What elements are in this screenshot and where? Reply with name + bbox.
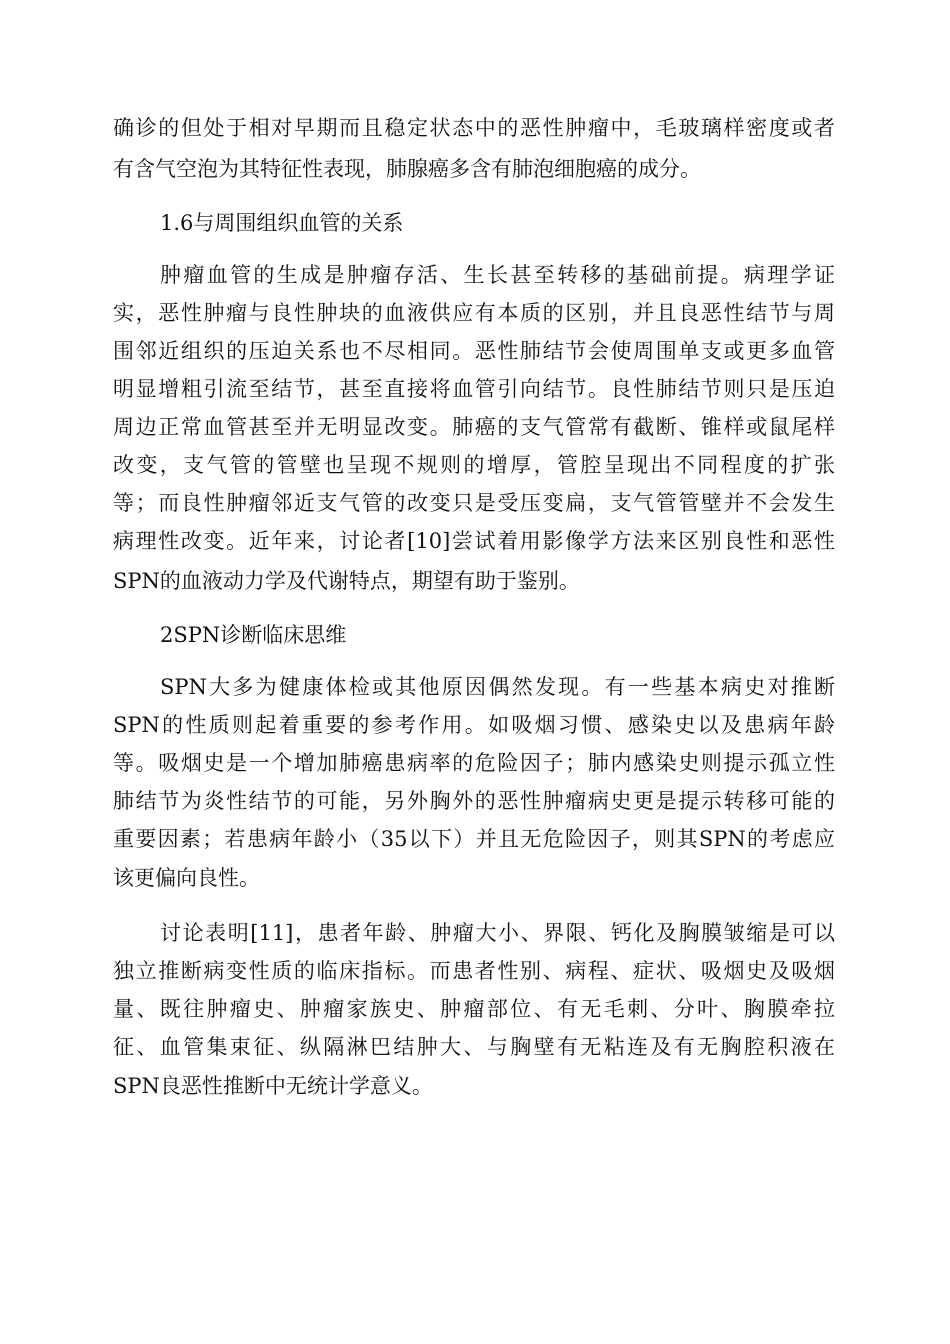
paragraph-line: SPN的血液动力学及代谢特点，期望有助于鉴别。	[113, 569, 580, 593]
paragraph-line: 实，恶性肿瘤与良性肿块的血液供应有本质的区别，并且良恶性结节与周	[113, 301, 835, 325]
paragraph-line: SPN的性质则起着重要的参考作用。如吸烟习惯、感染史以及患病年龄	[113, 713, 835, 737]
paragraph-line: 病理性改变。近年来，讨论者[10]尝试着用影像学方法来区别良性和恶性	[113, 529, 835, 553]
paragraph-line: 征、血管集束征、纵隔淋巴结肿大、与胸壁有无粘连及有无胸腔积液在	[113, 1035, 835, 1059]
paragraph-line: 确诊的但处于相对早期而且稳定状态中的恶性肿瘤中，毛玻璃样密度或者	[113, 116, 835, 140]
paragraph-line: 该更偏向良性。	[113, 866, 260, 890]
section-heading-2: 2SPN诊断临床思维	[160, 623, 347, 647]
paragraph-line: SPN大多为健康体检或其他原因偶然发现。有一些基本病史对推断	[160, 675, 835, 699]
paragraph-line: 周边正常血管甚至并无明显改变。肺癌的支气管常有截断、锥样或鼠尾样	[113, 415, 835, 439]
section-heading-1-6: 1.6与周围组织血管的关系	[160, 211, 404, 235]
paragraph-line: 等；而良性肿瘤邻近支气管的改变只是受压变扁，支气管管壁并不会发生	[113, 491, 835, 515]
paragraph-line: 围邻近组织的压迫关系也不尽相同。恶性肺结节会使周围单支或更多血管	[113, 339, 835, 363]
paragraph-line: 肿瘤血管的生成是肿瘤存活、生长甚至转移的基础前提。病理学证	[160, 263, 835, 287]
paragraph-line: SPN良恶性推断中无统计学意义。	[113, 1074, 433, 1098]
paragraph-line: 量、既往肿瘤史、肿瘤家族史、肿瘤部位、有无毛刺、分叶、胸膜牵拉	[113, 997, 835, 1021]
paragraph-line: 重要因素；若患病年龄小（35以下）并且无危险因子，则其SPN的考虑应	[113, 827, 835, 851]
paragraph-line: 明显增粗引流至结节，甚至直接将血管引向结节。良性肺结节则只是压迫	[113, 377, 835, 401]
paragraph-line: 独立推断病变性质的临床指标。而患者性别、病程、症状、吸烟史及吸烟	[113, 959, 835, 983]
paragraph-line: 有含气空泡为其特征性表现，肺腺癌多含有肺泡细胞癌的成分。	[113, 157, 701, 181]
paragraph-line: 肺结节为炎性结节的可能，另外胸外的恶性肿瘤病史更是提示转移可能的	[113, 789, 835, 813]
paragraph-line: 等。吸烟史是一个增加肺癌患病率的危险因子；肺内感染史则提示孤立性	[113, 751, 835, 775]
paragraph-line: 改变，支气管的管壁也呈现不规则的增厚，管腔呈现出不同程度的扩张	[113, 453, 835, 477]
paragraph-line: 讨论表明[11]，患者年龄、肿瘤大小、界限、钙化及胸膜皱缩是可以	[160, 921, 835, 945]
